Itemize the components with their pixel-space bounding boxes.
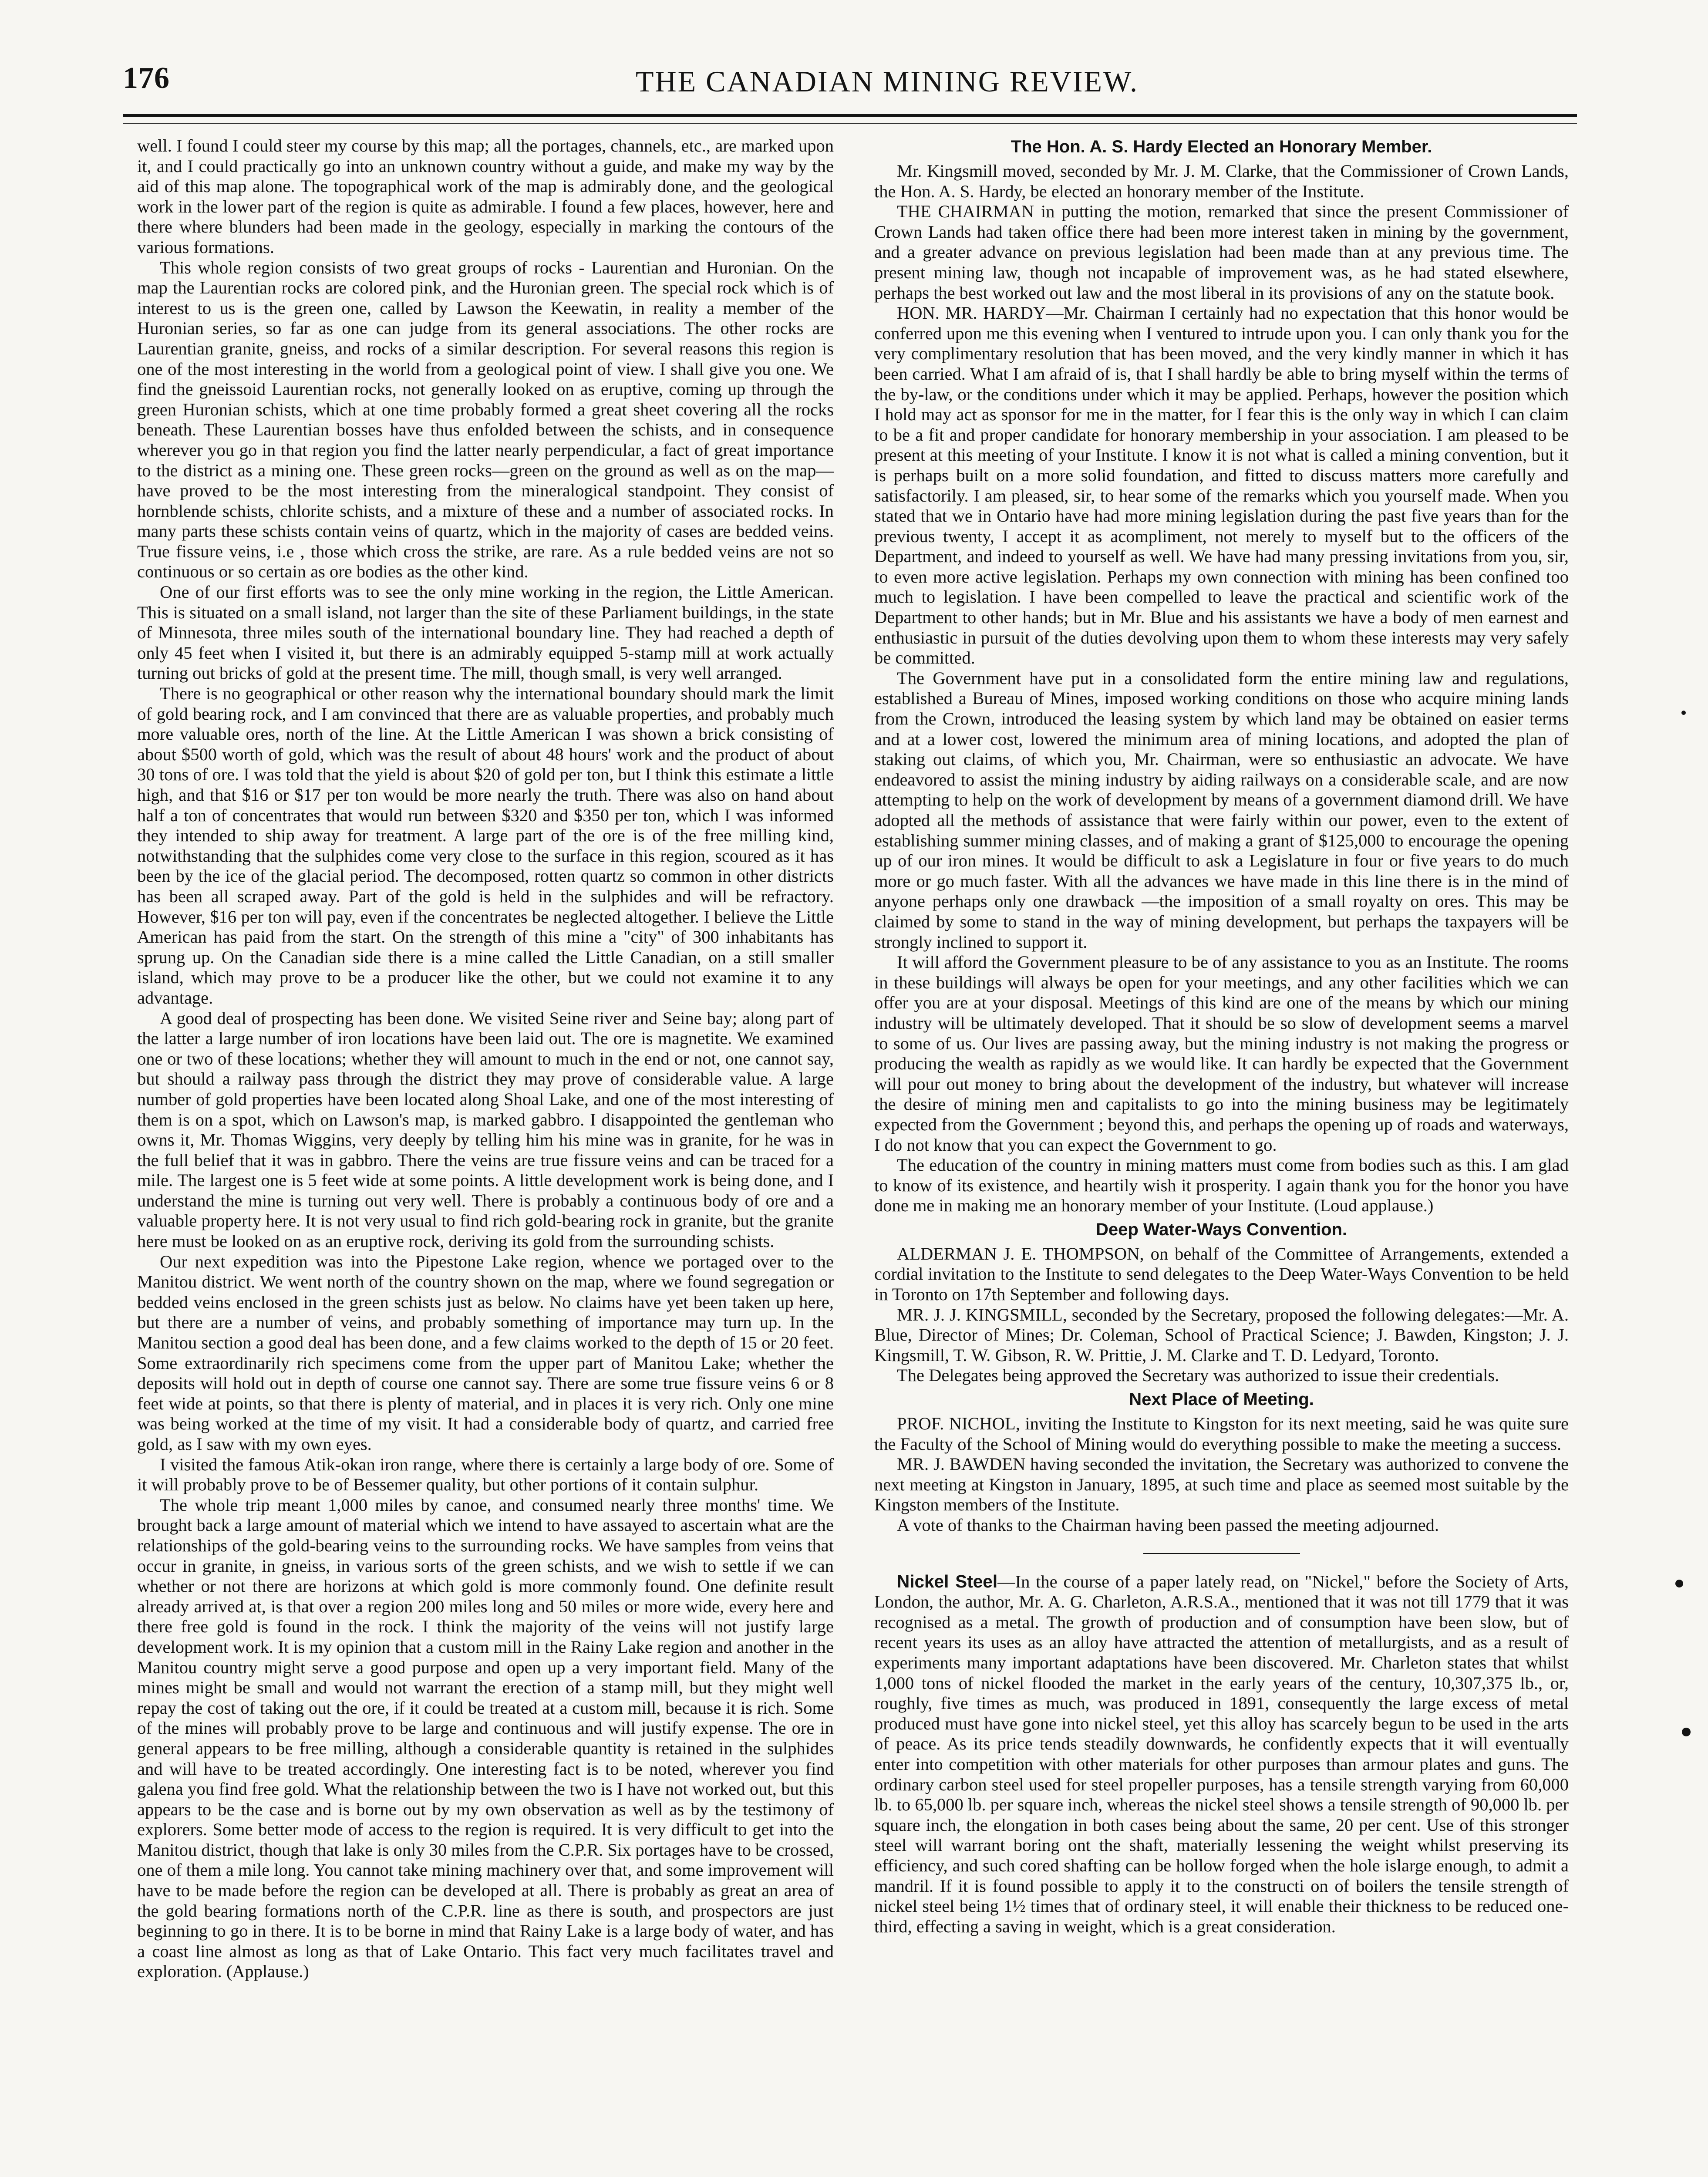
nickel-steel-lead: Nickel Steel: [897, 1571, 998, 1591]
body-paragraph: A vote of thanks to the Chairman having been passed the meeting adjourned.: [897, 1515, 1439, 1535]
body-paragraph: MR. J. J. KINGSMILL, seconded by the Secretary, proposed the following delegates:—Mr. A. Blue, Director of Mines; Dr. Coleman, School of Practical Science; J. Bawden, Kingston; J. J. Kingsmill, T. W. Gibson, R. W. Prittie, J. M. Clarke and T. D. Ledyard, Toronto.: [874, 1304, 1569, 1365]
header-rule-thick: [123, 114, 1577, 117]
margin-dot: [1681, 711, 1686, 715]
right-column: [874, 136, 1569, 2177]
journal-title: THE CANADIAN MINING REVIEW.: [636, 65, 1139, 98]
body-paragraph: The whole trip meant 1,000 miles by canoe, and consumed nearly three months' time. We brought back a large amount of material which we intend to have assayed to ascertain what are the relationships of the gold-bearing veins to the surrounding rocks. We have samples from veins that occur in granite, in gneiss, in various sorts of the green schists, and we wish to settle if we can whether or not there are horizons at which gold is more commonly found. One definite result already arrived at, is that over a region 200 miles long and 50 miles or more wide, every here and there free gold is found in the rock. I think the majority of the veins will not justify large development work. It is my opinion that a custom mill in the Rainy Lake region and another in the Manitou country might serve a good purpose and open up a very important field. Many of the mines might be small and would not warrant the erection of a stamp mill, but they might well repay the cost of taking out the ore, if it could be treated at a custom mill, because it is rich. Some of the mines will probably prove to be large and continuous and will justify expense. The ore in general appears to be free milling, although a considerable quantity is retained in the sulphides and will have to be treated accordingly. One interesting fact is to be noted, wherever you find galena you find free gold. What the relationship between the two is I have not worked out, but this appears to be the case and is borne out by my own observation as well as by the testimony of explorers. Some better mode of access to the region is required. It is very difficult to get into the Manitou district, though that lake is only 30 miles from the C.P.R. Six portages have to be crossed, one of them a mile long. You cannot take mining machinery over that, and some improvement will have to be made before the region can be developed at all. There is probably as great an area of the gold bearing formations north of the C.P.R. line as there is south, and prospectors are just beginning to go in there. It is to be borne in mind that Rainy Lake is a large body of water, and has a coast line almost as long as that of Lake Ontario. This fact very much facilitates travel and exploration. (Applause.): [137, 1495, 834, 1982]
margin-dot: [1675, 1580, 1683, 1587]
body-paragraph: It will afford the Government pleasure to be of any assistance to you as an Institute. The rooms in these buildings will always be open for your meetings, and any other facilities which we can offer you are at your disposal. Meetings of this kind are one of the means by which our mining industry will be ultimately developed. That it should be so slow of development seems a marvel to some of us. Our lives are passing away, but the mining industry is not making the progress or producing the wealth as rapidly as we would like. It can hardly be expected that the Government will pour out money to bring about the development of the industry, but whatever will increase the desire of mining men and capitalists to go into the mining business may be legitimately expected from the Government ; beyond this, and perhaps the opening up of roads and waterways, I do not know that you can expect the Government to go.: [874, 952, 1569, 1155]
body-paragraph: Mr. Kingsmill moved, seconded by Mr. J. M. Clarke, that the Commissioner of Crown Lands, the Hon. A. S. Hardy, be elected an honorary member of the Institute.: [874, 161, 1569, 201]
section-heading-waterways: Deep Water-Ways Convention.: [1095, 1220, 1348, 1239]
section-heading-next-meeting: Next Place of Meeting.: [1129, 1390, 1314, 1409]
body-paragraph: The Government have put in a consolidated form the entire mining law and regulations, established a Bureau of Mines, imposed working conditions on those who acquire mining lands from the Crown, introduced the leasing system by which land may be obtained on easier terms and at a lower cost, lowered the minimum area of mining locations, and adopted the plan of staking out claims, of which you, Mr. Chairman, were so enthusiastic an advocate. We have endeavored to assist the mining industry by aiding railways on a considerable scale, and are now attempting to help on the work of development by means of a government diamond drill. We have adopted all the methods of assistance that were fairly within our power, even to the extent of establishing summer mining classes, and of making a grant of $125,000 to encourage the opening up of our iron mines. It would be difficult to ask a Legislature in four or five years to do much more or go much faster. With all the advances we have made in this line there is in the mind of anyone perhaps only one drawback —the imposition of a small royalty on ores. This may be claimed by some to stand in the way of mining development, but perhaps the taxpayers will be strongly inclined to support it.: [874, 668, 1569, 952]
header-rule-thin: [123, 123, 1577, 124]
body-paragraph: The Delegates being approved the Secretary was authorized to issue their credentials.: [897, 1365, 1499, 1385]
body-paragraph: I visited the famous Atik-okan iron range, where there is certainly a large body of ore. Some of it will probably prove to be of Bessemer quality, but other portions of it contain sulphur.: [137, 1454, 834, 1495]
body-paragraph: HON. MR. HARDY—Mr. Chairman I certainly had no expectation that this honor would be conferred upon me this evening when I ventured to intrude upon you. I can only thank you for the very complimentary resolution that has been moved, and the very kindly manner in which it has been carried. What I am afraid of is, that I shall hardly be able to bring myself within the terms of the by-law, or the conditions under which it may be applied. Perhaps, however the position which I hold may act as sponsor for me in the matter, for I fear this is the only way in which I can claim to be a fit and proper candidate for honorary membership in your association. I am pleased to be present at this meeting of your Institute. I know it is not what is called a mining convention, but it is perhaps built on a more solid foundation, and fitted to discuss matters more carefully and satisfactorily. I am pleased, sir, to hear some of the remarks which you yourself made. When you stated that we in Ontario have had more mining legislation during the past five years than for the previous twenty, I accept it as acompliment, not merely to myself but to the officers of the Department, and indeed to yourself as well. We have had many pressing invitations from you, sir, to even more active legislation. Perhaps my own connection with mining has been confined too much to legislation. I have been compelled to leave the practical and scientific work of the Department to other hands; but in Mr. Blue and his assistants we have a body of men earnest and enthusiastic in pursuit of the duties devolving upon them to whom these interests may very safely be committed.: [874, 303, 1569, 668]
body-paragraph: Our next expedition was into the Pipestone Lake region, whence we portaged over to the Manitou district. We went north of the country shown on the map, where we found segregation or bedded veins enclosed in the green schists just as below. No claims have yet been taken up here, but there are a number of veins, and probably something of importance may turn up. In the Manitou section a good deal has been done, and a few claims worked to the depth of 15 or 20 feet. Some extraordinarily rich specimens come from the upper part of Manitou Lake; whether the deposits will hold out in depth of course one cannot say. There are some true fissure veins 6 or 8 feet wide at points, so that there is plenty of material, and in places it is very rich. Only one mine was being worked at the time of my visit. It had a considerable body of quartz, and carried free gold, as I saw with my own eyes.: [137, 1251, 834, 1454]
page-number: 176: [123, 61, 170, 95]
body-paragraph: The education of the country in mining matters must come from bodies such as this. I am glad to know of its existence, and heartily wish it prosperity. I again thank you for the honor you have done me in making me an honorary member of your Institute. (Loud applause.): [874, 1155, 1569, 1216]
body-paragraph: MR. J. BAWDEN having seconded the invitation, the Secretary was authorized to convene the next meeting at Kingston in January, 1895, at such time and place as seemed most suitable by the Kingston members of the Institute.: [874, 1454, 1569, 1515]
left-column: [137, 136, 834, 2177]
body-paragraph: This whole region consists of two great groups of rocks - Laurentian and Huronian. On the map the Laurentian rocks are colored pink, and the Huronian green. The special rock which is of interest to us is the green one, called by Lawson the Keewatin, in reality a member of the Huronian series, so far as one can judge from its general associations. The other rocks are Laurentian granite, gneiss, and rocks of a similar description. For several reasons this region is one of the most interesting in the world from a geological point of view. I shall give you one. We find the gneissoid Laurentian rocks, not generally looked on as eruptive, coming up through the green Huronian schists, which at one time probably formed a great sheet covering all the rocks beneath. These Laurentian bosses have thus enfolded between the schists, and in consequence wherever you go in that region you find the latter nearly perpendicular, a fact of great importance to the district as a mining one. These green rocks—green on the ground as well as on the map—have proved to be the most interesting from the mineralogical standpoint. They consist of hornblende schists, chlorite schists, and a mixture of these and a number of associated rocks. In many parts these schists contain veins of quartz, which in the majority of cases are bedded veins. True fissure veins, i.e , those which cross the strike, are rare. As a rule bedded veins are not so continuous or so certain as ore bodies as the other kind.: [137, 257, 834, 582]
body-paragraph: One of our first efforts was to see the only mine working in the region, the Little American. This is situated on a small island, not larger than the site of these Parliament buildings, in the state of Minnesota, three miles south of the international boundary line. They had reached a depth of only 45 feet when I visited it, but there is an admirably equipped 5-stamp mill at work actually turning out bricks of gold at the present time. The mill, though small, is very well arranged.: [137, 582, 834, 683]
body-paragraph: ALDERMAN J. E. THOMPSON, on behalf of the Committee of Arrangements, extended a cordial invitation to the Institute to send delegates to the Deep Water-Ways Convention to be held in Toronto on 17th September and following days.: [874, 1244, 1569, 1304]
nickel-steel-paragraph: [874, 1571, 1569, 1937]
body-paragraph: A good deal of prospecting has been done. We visited Seine river and Seine bay; along part of the latter a large number of iron locations have been laid out. The ore is magnetite. We examined one or two of these locations; whether they will amount to much in the end or not, one cannot say, but should a railway pass through the district they may prove of considerable value. A large number of gold properties have been located along Shoal Lake, and one of the most interesting of them is on a spot, which on Lawson's map, is marked gabbro. I disappointed the gentleman who owns it, Mr. Thomas Wiggins, very deeply by telling him his mine was in granite, for he was in the full belief that it was in gabbro. There the veins are true fissure veins and can be traced for a mile. The largest one is 5 feet wide at some points. A little development work is being done, and I understand the mine is turning out very well. There is probably a continuous body of ore and a valuable property here. It is not very usual to find rich gold-bearing rock in granite, but the granite here must be looked on as an eruptive rock, deriving its gold from the surrounding schists.: [137, 1008, 834, 1251]
body-paragraph: There is no geographical or other reason why the international boundary should mark the limit of gold bearing rock, and I am convinced that there are as valuable properties, and probably much more valuable ores, north of the line. At the Little American I was shown a brick consisting of about $500 worth of gold, which was the result of about 48 hours' work and the product of about 30 tons of ore. I was told that the yield is about $20 of gold per ton, but I think this estimate a little high, and that $16 or $17 per ton would be more nearly the truth. There was also on hand about half a ton of concentrates that would run between $320 and $350 per ton, which I was informed they intended to ship away for treatment. A large part of the ore is of the free milling kind, notwithstanding that the sulphides come very close to the surface in this region, scoured as it has been by the ice of the glacial period. The decomposed, rotten quartz so common in other districts has been all scraped away. Part of the gold is held in the sulphides and will be refractory. However, $16 per ton will pay, even if the concentrates be neglected altogether. I believe the Little American has paid from the start. On the strength of this mine a "city" of 300 inhabitants has sprung up. On the Canadian side there is a mine called the Little Canadian, on a still smaller island, which may prove to be a producer like the other, but we could not examine it to any advantage.: [137, 684, 834, 1008]
body-paragraph: THE CHAIRMAN in putting the motion, remarked that since the present Commissioner of Crown Lands had taken office there had been more interest taken in mining by the government, and a greater advance on previous legislation had been made than at any previous time. The present mining law, though not incapable of improvement was, as he had stated elsewhere, perhaps the best worked out law and the most liberal in its provisions of any on the statute book.: [874, 202, 1569, 303]
body-paragraph: PROF. NICHOL, inviting the Institute to Kingston for its next meeting, said he was quite sure the Faculty of the School of Mining would do everything possible to make the meeting a success.: [874, 1414, 1569, 1454]
section-heading-hardy: The Hon. A. S. Hardy Elected an Honorary Member.: [1011, 137, 1432, 156]
section-separator: [1143, 1553, 1300, 1554]
nickel-steel-text: —In the course of a paper lately read, on "Nickel," before the Society of Arts, London, the author, Mr. A. G. Charleton, A.R.S.A., mentioned that it was not till 1779 that it was recognised as a metal. The growth of production and of consumption have been slow, but of recent years its uses as an alloy have attracted the attention of metallurgists, and as a result of experiments many important adaptations have been discovered. Mr. Charleton states that whilst 1,000 tons of nickel flooded the market in the early years of the century, 10,307,375 lb., or, roughly, five times as much, was produced in 1891, consequently the large excess of metal produced must have gone into nickel steel, yet this alloy has scarcely begun to be used in the arts of peace. As its price tends steadily downwards, he confidently expects that it will eventually enter into competition with other materials for other purposes than armour plates and guns. The ordinary carbon steel used for steel propeller purposes, has a tensile strength varying from 60,000 lb. to 65,000 lb. per square inch, whereas the nickel steel shows a tensile strength of 90,000 lb. per square inch, the elongation in both cases being about the same, 20 per cent. Use of this stronger steel will warrant boring ont the shaft, materially lessening the weight whilst preserving its efficiency, and such cored shafting can be hollow forged when the hole islarge enough, to admit a mandril. If it is found possible to apply it to the constructi on of boilers the tensile strength of nickel steel being 1½ times that of ordinary steel, it will enable their thickness to be reduced one-third, effecting a saving in weight, which is a great consideration.: [874, 1571, 1569, 1936]
margin-dot: [1682, 1728, 1691, 1736]
body-paragraph: well. I found I could steer my course by this map; all the portages, channels, etc., are marked upon it, and I could practically go into an unknown country without a guide, and make my way by the aid of this map alone. The topographical work of the map is admirably done, and the geological work in the lower part of the region is quite as admirable. I found a few places, however, here and there where blunders had been made in the geology, especially in marking the contours of the various formations.: [137, 136, 834, 257]
